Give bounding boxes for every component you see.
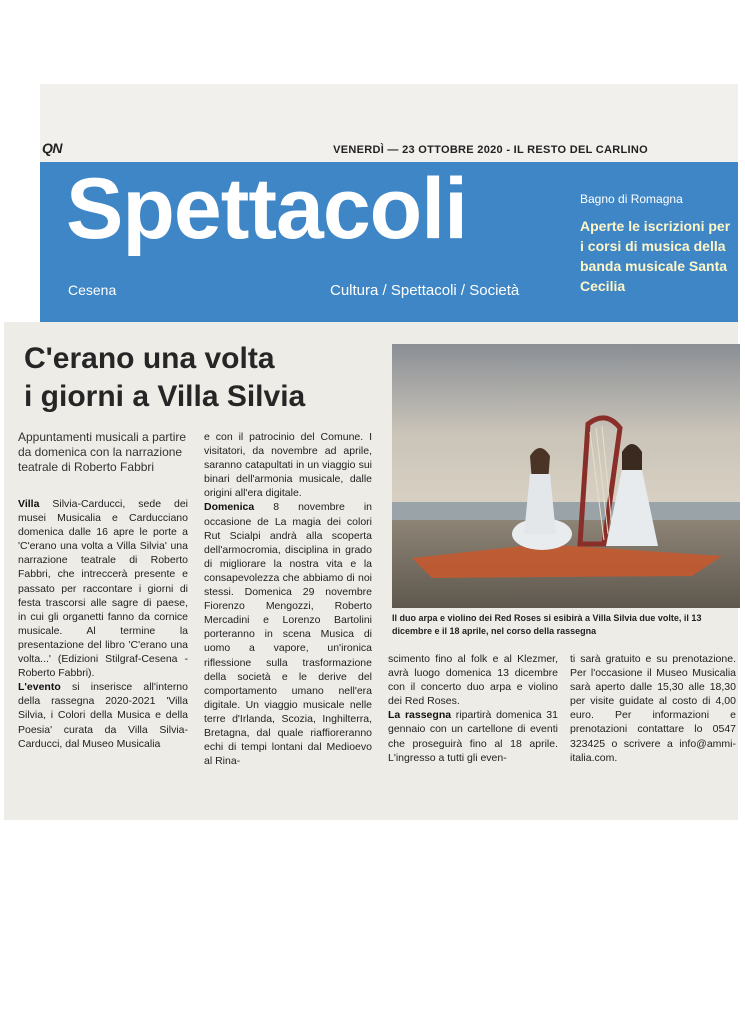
headline-line-1: C'erano una volta [24, 342, 275, 375]
paragraph [18, 680, 188, 750]
article [4, 322, 738, 820]
side-news-place: Bagno di Romagna [580, 192, 683, 206]
section-title: Spettacoli [66, 161, 467, 257]
paragraph: scimento fino al folk e al Klezmer, avrà luogo domenica 13 dicembre con il concerto duo arpa e violino dei Red Roses. [388, 653, 558, 708]
paragraph: e con il patrocinio del Comune. I visitatori, da novembre ad aprile, saranno catapultati in un viaggio sui binari dell'armonia musicale, dalle origini all'era digitale. [204, 431, 372, 500]
dateline: VENERDÌ — 23 OTTOBRE 2020 - IL RESTO DEL CARLINO [333, 144, 648, 156]
lead-word: La rassegna [388, 709, 452, 722]
lead-word: Villa [18, 498, 40, 510]
section-subtitles: Cultura / Spettacoli / Società [330, 282, 520, 299]
paragraph [204, 500, 372, 768]
text-column-2 [204, 430, 372, 768]
paragraph-text: Silvia-Carducci, sede dei musei Musicalia e Carducciano domenica dalle 16 apre le porte a 'C'erano una volta a Villa Silvia' una narrazione teatrale di Roberto Fabbri, che intreccerà presente e passato per raccontare i giorni di festa trascorsi alle sagre di paese, in cui gli organetti fanno da cornice musicale. Al termine la presentazione del libro 'C'erano una volta...' (Edizioni Stilgraf-Cesena - Roberto Fabbri). [18, 498, 188, 680]
photo-illustration [392, 344, 740, 608]
article-headline [24, 340, 394, 416]
paragraph [388, 708, 558, 764]
headline-line-2: i giorni a Villa Silvia [24, 380, 306, 413]
lead-word: L'evento [18, 681, 61, 694]
paragraph [18, 497, 188, 680]
qn-logo: QN [42, 140, 62, 156]
paragraph: ti sarà gratuito e su prenotazione. Per l'occasione il Museo Musicalia sarà aperto dalle 15,30 alle 18,30 per visite guidate al costo di 4,00 euro. Per informazioni e prenotazioni contattare lo 0547 323425 o scrivere a info@ammi-italia.com. [570, 653, 736, 764]
paragraph-text: ripartirà domenica 31 gennaio con un cartellone di eventi che proseguirà fino al 18 aprile. L'ingresso a tutti gli even- [388, 709, 558, 764]
side-news-headline: Aperte le iscrizioni per i corsi di musica della banda musicale Santa Cecilia [580, 218, 731, 294]
masthead-line [40, 140, 738, 162]
concert-photo [392, 344, 740, 608]
paragraph-text: si inserisce all'interno della rassegna 2020-2021 'Villa Silvia, i Colori della Musica e della Poesia' curata da Villa Silvia-Carducci, dal Museo Musicalia [18, 681, 188, 750]
photo-caption: Il duo arpa e violino dei Red Roses si esibirà a Villa Silvia due volte, il 13 dicembre e il 18 aprile, nel corso della rassegna [392, 613, 702, 636]
text-column-1 [18, 497, 188, 751]
text-column-3 [388, 652, 558, 765]
article-subhead: Appuntamenti musicali a partire da domenica con la narrazione teatrale di Roberto Fabbri [18, 430, 187, 474]
section-banner [40, 162, 738, 322]
lead-word: Domenica [204, 501, 255, 514]
city-label: Cesena [68, 282, 117, 298]
text-column-4 [570, 652, 736, 765]
paragraph-text: 8 novembre in occasione de La magia dei colori Rut Scialpi andrà alla scoperta dell'armocromia, disciplina in grado di migliorare la nostra vita e la consapevolezza che abbiamo di noi stessi. Domenica 29 novembre Fiorenzo Mengozzi, Roberto Mercadini e Lorenzo Bartolini porteranno in scena Musica di uomo a vapore, un'ironica riflessione sulla trasformazione della società e le derive del comportamento umano nell'era digitale. Un viaggio musicale nelle terre d'Irlanda, Scozia, Inghilterra, Bretagna, dal quale riaffioreranno echi di tempi lontani dal Medioevo al Rina- [204, 501, 372, 768]
